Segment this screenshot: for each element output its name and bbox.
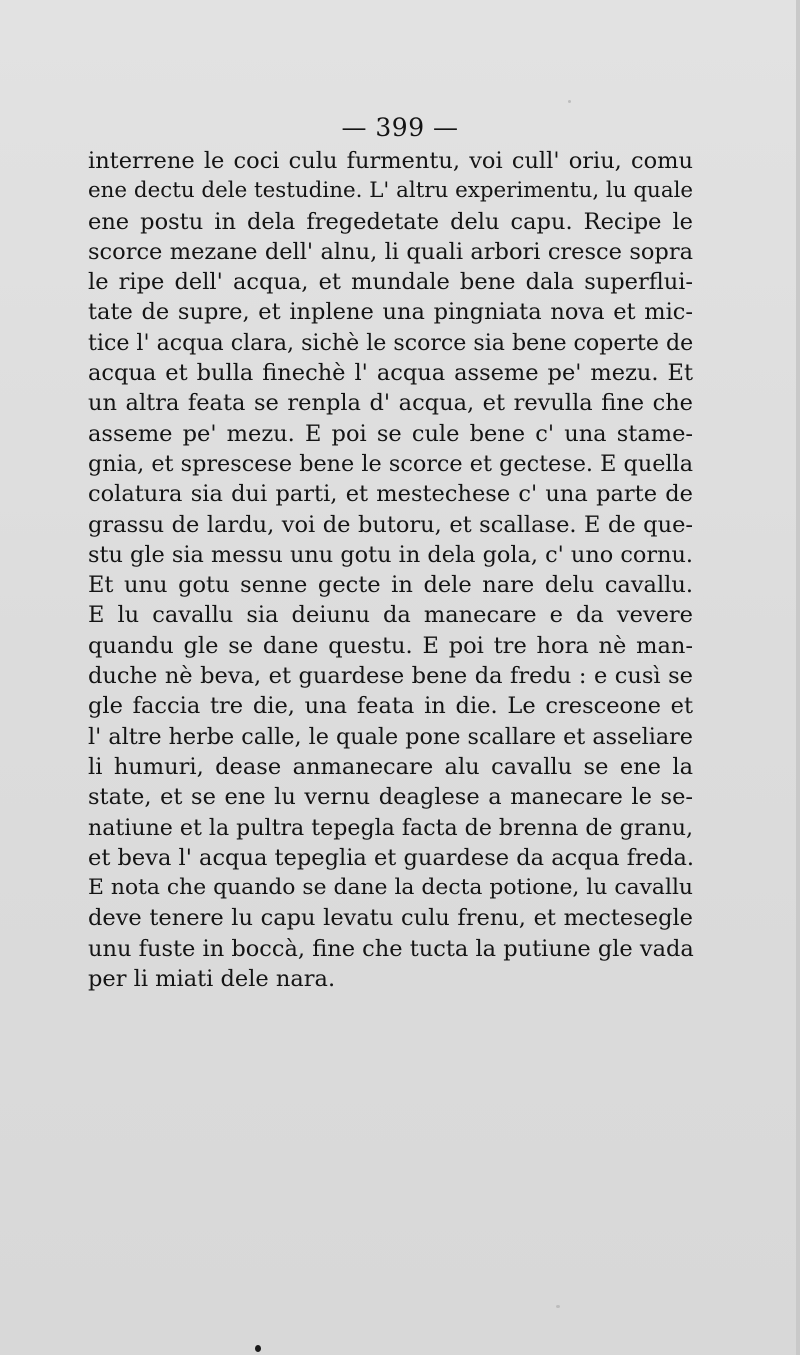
- text-line: state, et se ene lu vernu deaglese a manecare le se-: [88, 784, 693, 811]
- text-line: E nota che quando se dane la decta potione, lu cavallu: [88, 875, 693, 901]
- text-line: tate de supre, et inplene una pingniata nova et mic-: [88, 299, 693, 326]
- ink-speck: [568, 100, 571, 103]
- text-line: stu gle sia messu unu gotu in dela gola, c' uno cornu.: [88, 541, 693, 568]
- text-line: ene dectu dele testudine. L' altru experimentu, lu quale: [88, 178, 694, 204]
- ink-speck: [255, 1345, 261, 1352]
- text-line: ene postu in dela fregedetate delu capu. Recipe le: [88, 208, 693, 235]
- text-line: un altra feata se renpla d' acqua, et revulla fine che: [88, 390, 693, 417]
- text-line: quandu gle se dane questu. E poi tre hora nè man-: [88, 632, 693, 659]
- ink-speck: [556, 1305, 560, 1308]
- text-line: grassu de lardu, voi de butoru, et scallase. E de que-: [88, 511, 693, 538]
- page-edge-shadow: [796, 0, 800, 1355]
- text-line: l' altre herbe calle, le quale pone scallare et asseliare: [88, 723, 693, 750]
- text-line: deve tenere lu capu levatu culu frenu, et mectesegle: [88, 905, 693, 932]
- text-line: Et unu gotu senne gecte in dele nare delu cavallu.: [88, 572, 693, 599]
- text-line: tice l' acqua clara, sichè le scorce sia bene coperte de: [88, 329, 694, 356]
- text-line: unu fuste in boccà, fine che tucta la putiune gle vada: [88, 935, 694, 962]
- text-line: gle faccia tre die, una feata in die. Le cresceone et: [88, 693, 693, 720]
- text-line: gnia, et sprescese bene le scorce et gectese. E quella: [88, 450, 693, 477]
- text-line: natiune et la pultra tepegla facta de brenna de granu,: [88, 814, 693, 841]
- page-number: — 399 —: [341, 113, 459, 142]
- text-line: interrene le coci culu furmentu, voi cull' oriu, comu: [88, 148, 693, 174]
- text-line: E lu cavallu sia deiunu da manecare e da vevere: [88, 602, 693, 629]
- text-line: scorce mezane dell' alnu, li quali arbori cresce sopra: [88, 238, 693, 265]
- text-line: et beva l' acqua tepeglia et guardese da acqua freda.: [88, 844, 695, 871]
- text-line: acqua et bulla finechè l' acqua asseme pe' mezu. Et: [88, 360, 693, 387]
- text-line-last: per li miati dele nara.: [88, 966, 336, 993]
- text-line: asseme pe' mezu. E poi se cule bene c' una stame-: [88, 420, 693, 447]
- text-line: duche nè beva, et guardese bene da fredu : e cusì se: [88, 663, 693, 690]
- text-line: le ripe dell' acqua, et mundale bene dala superflui-: [88, 269, 693, 296]
- body-text: [88, 146, 693, 994]
- text-line: colatura sia dui parti, et mestechese c' una parte de: [88, 481, 693, 508]
- text-line: li humuri, dease anmanecare alu cavallu se ene la: [88, 753, 693, 780]
